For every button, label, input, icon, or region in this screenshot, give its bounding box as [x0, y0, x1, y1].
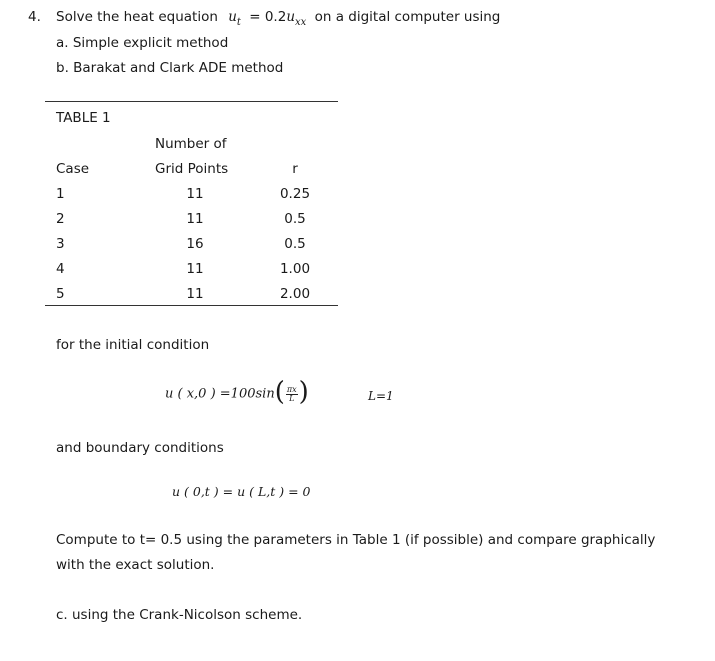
cell-case: 2 — [56, 211, 65, 227]
L-definition: L=1 — [368, 389, 394, 403]
part-c: c. using the Crank-Nicolson scheme. — [56, 607, 303, 623]
eq-xx-sub: xx — [295, 17, 307, 28]
problem-number: 4. — [28, 9, 41, 25]
cell-grid: 11 — [186, 211, 204, 227]
eq-u: u — [228, 9, 237, 25]
cell-case: 1 — [56, 186, 65, 202]
header-grid-line2: Grid Points — [155, 161, 229, 177]
close-paren: ) — [298, 377, 309, 407]
eq-t-sub: t — [236, 17, 241, 28]
compute-line1: Compute to t= 0.5 using the parameters in Table 1 (if possible) and compare graphically — [56, 532, 656, 548]
initial-lhs: u ( x,0 ) =100sin — [165, 386, 275, 402]
statement-prefix: Solve the heat equation — [56, 9, 218, 25]
statement-suffix: on a digital computer using — [314, 9, 501, 25]
boundary-condition-equation: u ( 0,t ) = u ( L,t ) = 0 — [172, 484, 311, 499]
header-grid-line1: Number of — [155, 136, 227, 152]
cell-grid: 11 — [186, 261, 204, 277]
boundary-condition-label: and boundary conditions — [56, 440, 224, 456]
cell-case: 3 — [56, 236, 65, 252]
cell-r: 1.00 — [279, 261, 311, 277]
cell-r: 0.25 — [279, 186, 311, 202]
part-b: b. Barakat and Clark ADE method — [56, 60, 284, 76]
initial-condition-equation — [165, 377, 309, 407]
initial-condition-label: for the initial condition — [56, 337, 210, 353]
table-bottom-rule — [45, 305, 338, 306]
cell-grid: 11 — [186, 286, 204, 302]
frac-numerator: πx — [286, 384, 297, 394]
cell-r: 0.5 — [284, 236, 306, 252]
table-caption: TABLE 1 — [56, 110, 111, 126]
cell-grid: 16 — [186, 236, 204, 252]
eq-u2: u — [286, 9, 296, 25]
pi-x-over-L-fraction — [286, 386, 298, 403]
cell-case: 5 — [56, 286, 65, 302]
table-top-rule — [45, 101, 338, 102]
compute-line2: with the exact solution. — [56, 557, 215, 573]
frac-denominator: L — [289, 393, 295, 403]
cell-r: 2.00 — [279, 286, 311, 302]
problem-statement — [56, 9, 500, 27]
cell-case: 4 — [56, 261, 65, 277]
heat-equation — [228, 9, 241, 28]
cell-r: 0.5 — [284, 211, 306, 227]
open-paren: ( — [274, 377, 285, 407]
eq-coefficient: = 0.2 — [249, 9, 287, 25]
header-case: Case — [56, 161, 90, 177]
header-r: r — [292, 161, 298, 177]
cell-grid: 11 — [186, 186, 204, 202]
part-a: a. Simple explicit method — [56, 35, 229, 51]
